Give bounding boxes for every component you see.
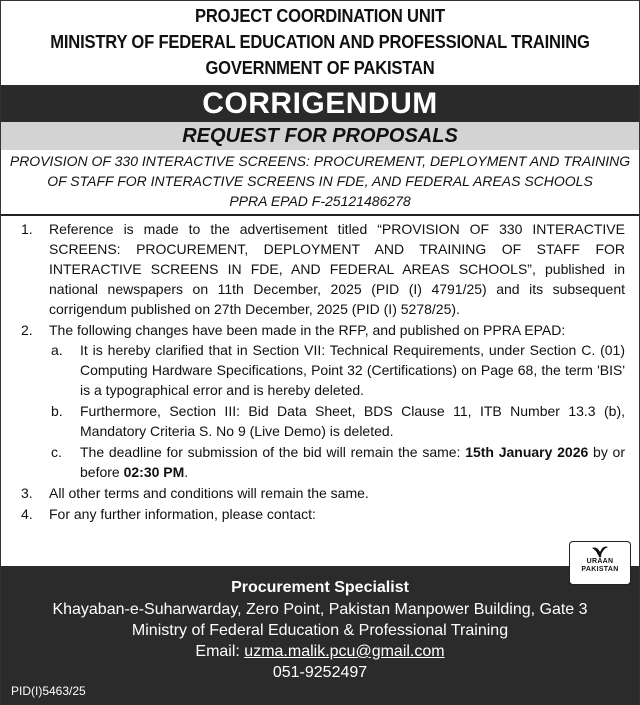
deadline-date: 15th January 2026 — [465, 444, 589, 460]
tender-title-line1: PROVISION OF 330 INTERACTIVE SCREENS: PROCUREMENT, DEPLOYMENT AND TRAINING — [9, 153, 631, 169]
sub-item — [1, 442, 639, 482]
sub-item-text: . — [184, 464, 189, 480]
uraan-pakistan-logo — [569, 541, 631, 585]
logo-line1: URAAN — [586, 558, 614, 565]
list-item — [1, 483, 639, 503]
item-text: The following changes have been made in the RFP, and published on PPRA EPAD: — [49, 322, 566, 338]
contact-email — [1, 641, 639, 662]
tender-reference: PPRA EPAD F-25121486278 — [229, 193, 411, 209]
list-item — [1, 219, 639, 319]
item-number: 2. — [21, 322, 33, 338]
pid-number: PID(I)5463/25 — [11, 684, 86, 698]
contact-phone: 051-9252497 — [272, 664, 368, 681]
corrigendum-banner: CORRIGENDUM — [1, 85, 639, 122]
tender-title-line2: OF STAFF FOR INTERACTIVE SCREENS IN FDE, AND FEDERAL AREAS SCHOOLS — [47, 173, 593, 189]
item-text: All other terms and conditions will remain the same. — [49, 485, 369, 501]
sub-item-letter: b. — [51, 403, 63, 419]
sub-item-letter: c. — [51, 444, 62, 460]
sub-item-text: Furthermore, Section III: Bid Data Sheet, BDS Clause 11, ITB Number 13.3 (b), Mandatory Criteria S. No 9 (Live Demo) is deleted. — [80, 403, 625, 439]
sub-item — [1, 401, 639, 441]
sub-item — [1, 340, 639, 400]
item-text: Reference is made to the advertisement titled “PROVISION OF 330 INTERACTIVE SCREENS: PROCUREMENT, DEPLOYMENT AND TRAINING OF STAFF FOR INTERACTIVE SCREENS IN FDE, AND FEDERAL AREAS SCHOOLS”, published in national newspapers on 11th December, 2025 (PID (I) 4791/25) and its subsequent corrigendum published on 27th December, 2025 (PID (I) 5278/25). — [49, 221, 625, 317]
list-item — [1, 504, 639, 524]
issuer-government: GOVERNMENT OF PAKISTAN — [205, 58, 435, 78]
divider — [1, 214, 639, 216]
contact-title: Procurement Specialist — [231, 579, 409, 596]
sub-item-text: It is hereby clarified that in Section VII: Technical Requirements, under Section C. (01) Computing Hardware Specifications, Point 32 (Certifications) on Page 68, the term 'BIS' is a typographical error and is hereby deleted. — [80, 342, 625, 398]
sub-item-text: The deadline for submission of the bid will remain the same: — [80, 444, 466, 460]
email-label: Email: — [195, 643, 245, 660]
item-number: 1. — [21, 221, 33, 237]
uraan-bird-icon — [591, 544, 609, 558]
contact-ministry: Ministry of Federal Education & Professional Training — [131, 622, 509, 639]
list-item — [1, 320, 639, 340]
corrigendum-body — [1, 219, 639, 524]
sub-item-letter: a. — [51, 342, 63, 358]
item-number: 3. — [21, 485, 33, 501]
issuer-unit: PROJECT COORDINATION UNIT — [195, 6, 445, 26]
issuer-ministry: MINISTRY OF FEDERAL EDUCATION AND PROFESSIONAL TRAINING — [50, 32, 590, 52]
deadline-time: 02:30 PM — [123, 464, 185, 480]
tender-title — [1, 151, 639, 211]
contact-address: Khayaban-e-Suharwarday, Zero Point, Pakistan Manpower Building, Gate 3 — [52, 601, 588, 618]
item-number: 4. — [21, 506, 33, 522]
rfp-banner: REQUEST FOR PROPOSALS — [1, 122, 639, 150]
issuer-header — [1, 1, 639, 81]
item-text: For any further information, please contact: — [49, 506, 316, 522]
logo-line2: PAKISTAN — [581, 566, 619, 573]
contact-footer — [1, 566, 639, 705]
email-link[interactable]: uzma.malik.pcu@gmail.com — [244, 643, 445, 660]
sub-item-text: by or before — [80, 444, 626, 480]
